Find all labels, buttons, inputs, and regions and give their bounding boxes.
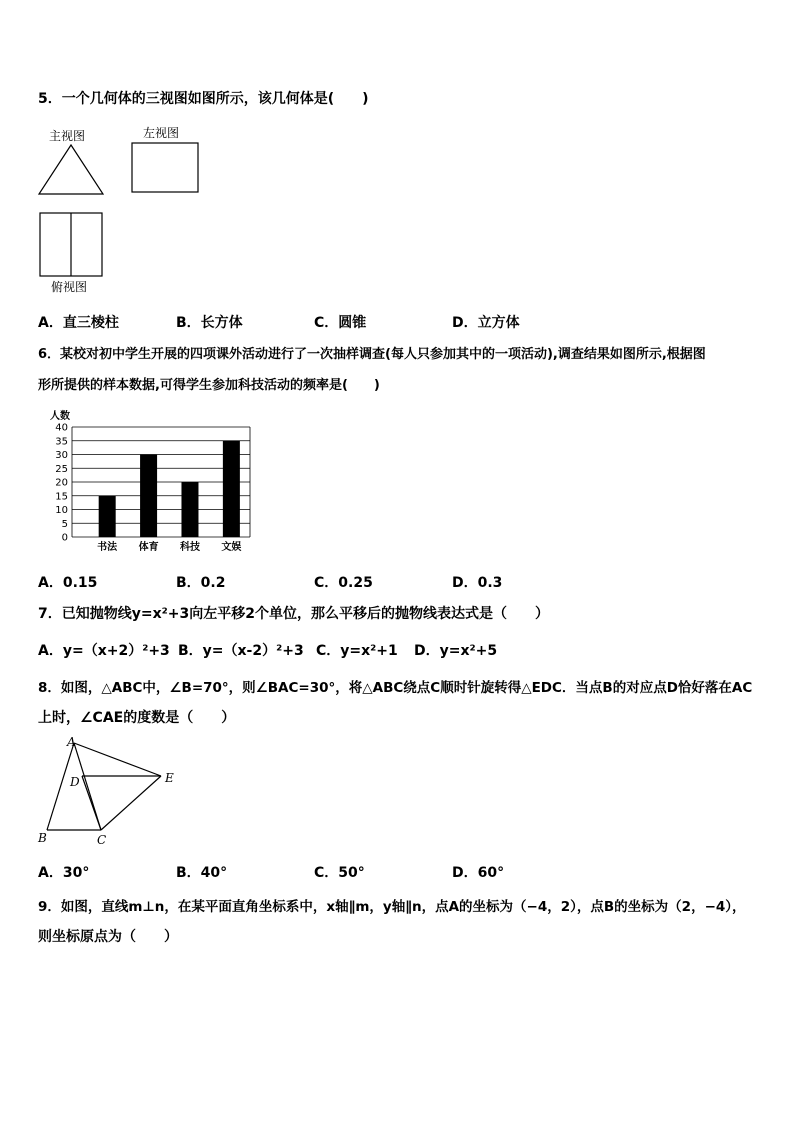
chart-y-tick-label: 40 <box>55 422 68 434</box>
q5-option-b: B．长方体 <box>176 315 243 331</box>
front-view-label: 主视图 <box>49 129 86 143</box>
chart-y-tick-label: 5 <box>61 518 68 530</box>
chart-y-tick-label: 15 <box>55 491 68 503</box>
q5-option-d: D．立方体 <box>452 315 520 331</box>
side-view-rectangle <box>130 141 202 195</box>
chart-y-tick-label: 20 <box>55 477 68 489</box>
point-d-label: D <box>70 775 80 789</box>
chart-y-axis-label: 人数 <box>50 411 70 422</box>
chart-y-tick-label: 35 <box>55 436 68 448</box>
q8-option-d: D．60° <box>452 865 505 881</box>
q8-stem-line2: 上时，∠CAE的度数是（ ） <box>38 710 236 726</box>
q6-stem-line2: 形所提供的样本数据,可得学生参加科技活动的频率是( ) <box>38 378 380 393</box>
chart-y-tick-label: 0 <box>61 532 68 544</box>
q8-stem-line1: 8．如图，△ABC中，∠B=70°，则∠BAC=30°，将△ABC绕点C顺时针旋转得△EDC．当点B的对应点D恰好落在AC <box>38 680 753 696</box>
chart-bar-3 <box>223 441 240 537</box>
chart-y-tick-label: 10 <box>55 505 68 516</box>
q7-option-c: C．y=x²+1 <box>316 643 398 659</box>
q8-option-c: C．50° <box>314 865 365 881</box>
q7-option-b: B．y=（x-2）²+3 <box>178 643 304 659</box>
front-view-triangle <box>36 143 106 197</box>
point-e-label: E <box>165 771 174 785</box>
q6-option-d: D．0.3 <box>452 575 503 591</box>
point-b-label: B <box>38 831 47 845</box>
top-view-rectangle <box>38 211 106 279</box>
q6-stem-line1: 6．某校对初中学生开展的四项课外活动进行了一次抽样调查(每人只参加其中的一项活动),调查结果如图所示,根据图 <box>38 347 706 362</box>
chart-x-tick-label: 书法 <box>97 542 118 553</box>
triangle-figure <box>30 734 190 849</box>
chart-y-tick-label: 25 <box>55 463 68 475</box>
q8-option-b: B．40° <box>176 865 228 881</box>
q7-option-a: A．y=（x+2）²+3 <box>38 643 170 659</box>
q5-option-c: C．圆锥 <box>314 315 367 331</box>
q6-option-b: B．0.2 <box>176 575 226 591</box>
q5-option-a: A．直三棱柱 <box>38 315 119 331</box>
chart-x-tick-label: 科技 <box>179 542 200 553</box>
q7-stem: 7．已知抛物线y=x²+3向左平移2个单位，那么平移后的抛物线表达式是（ ） <box>38 606 549 622</box>
chart-y-tick-label: 30 <box>55 450 68 461</box>
point-c-label: C <box>97 833 107 847</box>
top-view-label: 俯视图 <box>51 280 88 294</box>
q6-option-c: C．0.25 <box>314 575 373 591</box>
chart-x-tick-label: 文娱 <box>221 542 242 553</box>
q9-stem-line2: 则坐标原点为（ ） <box>38 929 178 945</box>
q8-option-a: A．30° <box>38 865 90 881</box>
chart-bar-0 <box>99 496 116 537</box>
chart-x-tick-label: 体育 <box>138 542 159 553</box>
point-a-label: A <box>67 735 76 749</box>
chart-bar-1 <box>140 455 157 538</box>
activity-bar-chart <box>40 405 260 555</box>
q6-option-a: A．0.15 <box>38 575 98 591</box>
q5-stem: 5．一个几何体的三视图如图所示，该几何体是( ) <box>38 91 369 107</box>
q7-option-d: D．y=x²+5 <box>414 643 498 659</box>
chart-bar-2 <box>181 482 198 537</box>
side-view-label: 左视图 <box>143 126 180 140</box>
q9-stem-line1: 9．如图，直线m⊥n，在某平面直角坐标系中，x轴∥m，y轴∥n，点A的坐标为（−4，2），点B的坐标为（2，−4）， <box>38 899 746 915</box>
